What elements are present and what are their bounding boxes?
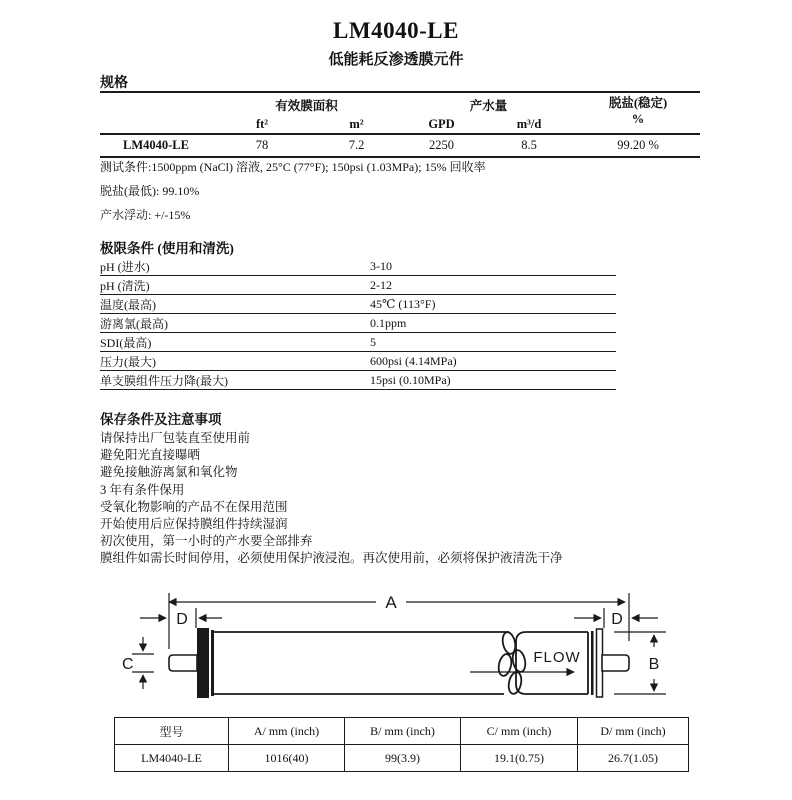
specs-note-flow-variation: 产水浮动: +/-15% (100, 208, 191, 222)
dim-header-b: B/ mm (inch) (345, 718, 461, 745)
specs-unit-m3d: m³/d (482, 115, 576, 134)
storage-item: 请保持出厂包装直至使用前 (100, 431, 251, 445)
flow-label: FLOW (533, 649, 581, 666)
limit-label: pH (清洗) (100, 276, 370, 295)
dim-header-model: 型号 (115, 718, 229, 745)
specs-data-row (100, 134, 700, 157)
specs-unit-gpd: GPD (401, 115, 482, 134)
limit-value: 15psi (0.10MPa) (370, 371, 616, 390)
dim-value-b: 99(3.9) (345, 745, 461, 772)
specs-group-rejection (576, 92, 700, 134)
specs-unit-empty (100, 115, 212, 134)
limit-label: 游离氯(最高) (100, 314, 370, 333)
specs-table (100, 91, 700, 158)
dim-header-d: D/ mm (inch) (578, 718, 689, 745)
permeate-stub-right (602, 655, 629, 671)
limits-row-ph-clean (100, 276, 616, 295)
page-subtitle: 低能耗反渗透膜元件 (328, 52, 464, 68)
specs-group-area: 有效膜面积 (275, 99, 338, 113)
limits-row-sdi (100, 333, 616, 352)
limit-value: 5 (370, 333, 616, 352)
limit-value: 3-10 (370, 257, 616, 276)
break-loop (511, 649, 527, 673)
specs-group-flow: 产水量 (469, 99, 508, 113)
storage-item: 避免阳光直接曝晒 (100, 448, 201, 463)
limit-label: pH (进水) (100, 257, 370, 276)
storage-item: 3 年有条件保用 (100, 482, 185, 497)
specs-unit-ft2: ft² (212, 115, 312, 134)
element-end-cap-bar (211, 630, 214, 696)
dim-label-d-left: D (176, 611, 188, 628)
limit-value: 0.1ppm (370, 314, 616, 333)
dim-value-a: 1016(40) (229, 745, 345, 772)
limit-value: 2-12 (370, 276, 616, 295)
specs-flow-gpd: 2250 (401, 134, 482, 157)
specs-model: LM4040-LE (100, 134, 212, 157)
storage-list (100, 430, 563, 568)
limits-row-ph-feed (100, 257, 616, 276)
element-dimension-diagram (110, 585, 690, 715)
specs-heading: 规格 (100, 76, 128, 91)
storage-item: 初次使用，第一小时的产水要全部排弃 (100, 534, 313, 549)
limit-value: 600psi (4.14MPa) (370, 352, 616, 371)
page-title: LM4040-LE (333, 18, 459, 43)
specs-area-ft2: 78 (212, 134, 312, 157)
specs-group-header-row (100, 92, 700, 115)
limits-row-pressure-drop (100, 371, 616, 390)
specs-note-min-rejection: 脱盐(最低): 99.10% (100, 184, 200, 198)
storage-item: 开始使用后应保持膜组件持续湿润 (100, 517, 288, 532)
break-loop (497, 653, 513, 677)
limit-value: 45℃ (113°F) (370, 295, 616, 314)
specs-corner-cell (100, 92, 212, 115)
permeate-stub-left (169, 655, 197, 671)
storage-item: 受氧化物影响的产品不在保用范围 (100, 499, 288, 514)
storage-item: 膜组件如需长时间停用，必须使用保护液浸泡。再次使用前，必须将保护液清洗干净 (100, 551, 563, 566)
dim-header-c: C/ mm (inch) (461, 718, 578, 745)
break-loop (507, 671, 523, 695)
dim-value-d: 26.7(1.05) (578, 745, 689, 772)
limits-table (100, 257, 616, 390)
limit-label: 压力(最大) (100, 352, 370, 371)
specs-group-rejection-line1: 脱盐(稳定) (608, 96, 668, 110)
dimensions-header-row (115, 718, 689, 745)
specs-unit-m2: m² (312, 115, 401, 134)
dimensions-data-row (115, 745, 689, 772)
specs-flow-m3d: 8.5 (482, 134, 576, 157)
storage-heading: 保存条件及注意事项 (100, 412, 222, 427)
dim-header-a: A/ mm (inch) (229, 718, 345, 745)
dim-label-b: B (648, 656, 660, 673)
limits-row-temperature (100, 295, 616, 314)
limits-row-free-chlorine (100, 314, 616, 333)
limit-label: 温度(最高) (100, 295, 370, 314)
dim-value-model: LM4040-LE (115, 745, 229, 772)
specs-note-test-conditions: 测试条件:1500ppm (NaCl) 溶液, 25°C (77°F); 150psi (1.03MPa); 15% 回收率 (100, 160, 486, 174)
limits-row-pressure (100, 352, 616, 371)
dim-label-a: A (385, 593, 397, 612)
specs-group-rejection-line2: % (631, 112, 645, 126)
element-end-plate-thin (591, 631, 594, 695)
specs-area-m2: 7.2 (312, 134, 401, 157)
limits-heading: 极限条件 (使用和清洗) (100, 241, 234, 256)
dim-label-d-right: D (611, 611, 623, 628)
storage-item: 避免接触游离氯和氧化物 (100, 465, 238, 480)
dim-value-c: 19.1(0.75) (461, 745, 578, 772)
limit-label: 单支膜组件压力降(最大) (100, 371, 370, 390)
element-end-cap (197, 628, 209, 698)
dimensions-table (114, 717, 689, 772)
limit-label: SDI(最高) (100, 333, 370, 352)
specs-rejection: 99.20 % (576, 134, 700, 157)
specs-notes (100, 155, 486, 227)
dim-label-c: C (122, 656, 134, 673)
